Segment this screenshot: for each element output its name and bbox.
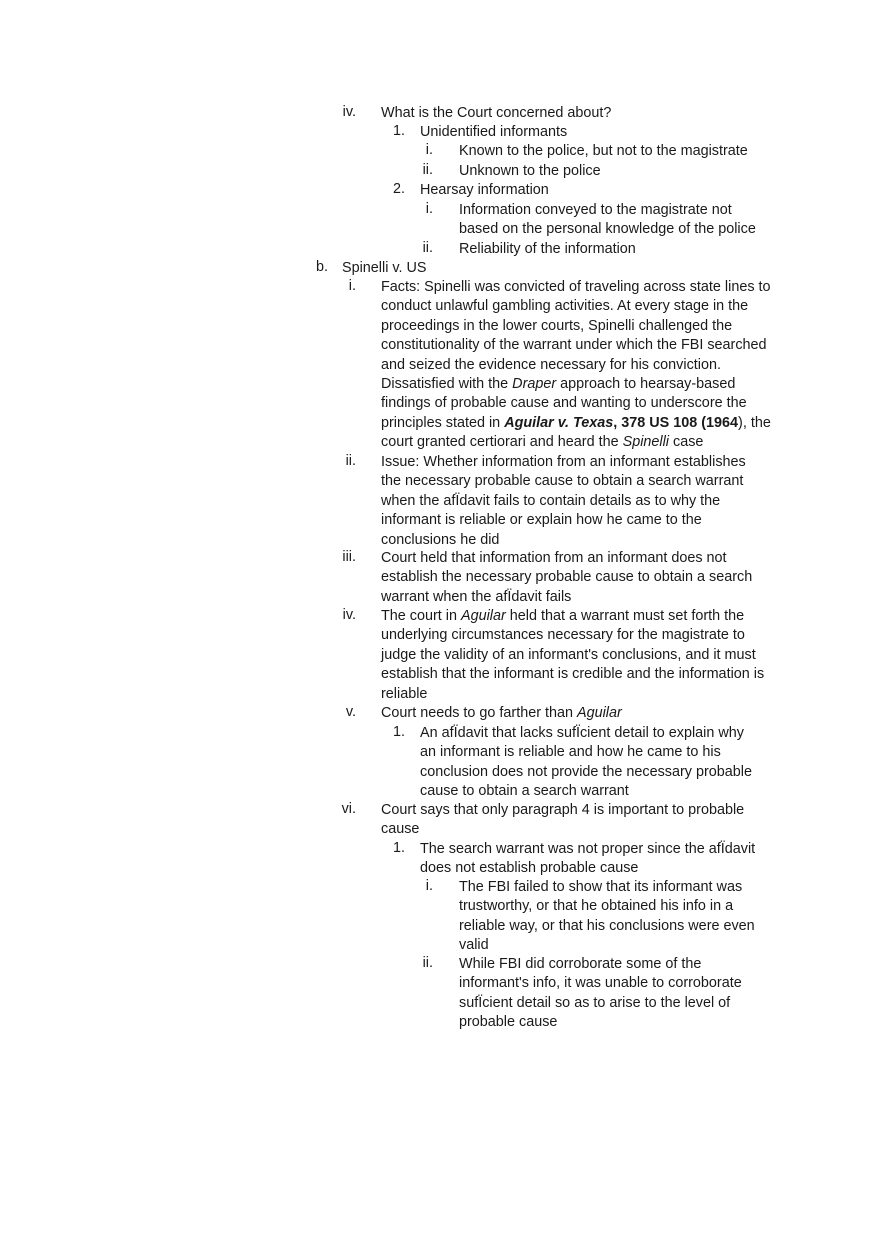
list-item-text: Issue: Whether information from an informant establishes the necessary probable cause to obtain a search warrant when the afÏdavit fails to contain details as to why the informant is reliable or explain how he came to the conclusions he did — [381, 454, 746, 548]
list-marker: b. — [316, 259, 329, 275]
list-item-text: The court in Aguilar held that a warrant must set forth the underlying circumstances necessary for the magistrate to judge the validity of an informant's conclusions, and it must establish that the informant is credible and the information is reliable — [381, 608, 765, 702]
list-item-text: Court held that information from an informant does not establish the necessary probable cause to obtain a search warrant when the afÏdavit fails — [381, 550, 753, 605]
case-name-draper: Draper — [512, 376, 557, 393]
list-marker: v. — [345, 704, 356, 720]
list-marker: iv. — [342, 104, 356, 120]
list-item-text: Court says that only paragraph 4 is important to probable cause — [381, 802, 745, 838]
list-marker: i. — [348, 278, 356, 294]
list-marker: ii. — [422, 955, 433, 971]
case-name-aguilar: Aguilar — [577, 705, 622, 721]
list-item-text: What is the Court concerned about? — [381, 105, 612, 121]
list-marker: i. — [425, 142, 433, 158]
list-item-text: Known to the police, but not to the magistrate — [459, 143, 748, 159]
list-marker: i. — [425, 201, 433, 217]
list-marker: 1. — [392, 123, 405, 139]
list-item-text: While FBI did corroborate some of the informant's info, it was unable to corroborate sufÏcient detail so as to arise to the level of probable cause — [459, 956, 742, 1031]
list-item-text: Information conveyed to the magistrate not based on the personal knowledge of the police — [459, 202, 756, 238]
citation: , 378 US 108 (1964 — [613, 414, 739, 431]
list-item-text: Hearsay information — [420, 182, 549, 198]
list-marker: iii. — [342, 549, 356, 565]
list-item-text: Unknown to the police — [459, 163, 601, 179]
list-marker: ii. — [345, 453, 356, 469]
list-marker: vi. — [341, 801, 356, 817]
list-marker: 1. — [392, 840, 405, 856]
list-marker: ii. — [422, 162, 433, 178]
list-item-text: Spinelli v. US — [342, 260, 427, 276]
list-item-text: The search warrant was not proper since the afÏdavit does not establish probable cause — [420, 841, 756, 877]
list-marker: 1. — [392, 724, 405, 740]
case-name-spinelli: Spinelli — [622, 434, 669, 451]
list-item-text: The FBI failed to show that its informant was trustworthy, or that he obtained his info in a reliable way, or that his conclusions were even valid — [459, 879, 755, 954]
list-item-text: Facts: Spinelli was convicted of traveling across state lines to conduct unlawful gambling activities. At every stage in the proceedings in the lower courts, Spinelli challenged the constitutionality of the warrant under which the FBI searched and seized the evidence necessary for his conviction. Dissatisfied with the Draper approach to hearsay-based findings of probable cause and wanting to underscore the principles stated in Aguilar v. Texas, 378 US 108 (1964), the court granted certiorari and heard the Spinelli case — [381, 279, 771, 451]
list-marker: iv. — [342, 607, 356, 623]
list-item-text: An afÏdavit that lacks sufÏcient detail to explain why an informant is reliable and how he came to his conclusion does not provide the necessary probable cause to obtain a search warrant — [420, 725, 752, 800]
list-item-text: Unidentified informants — [420, 124, 568, 140]
list-item-text: Reliability of the information — [459, 241, 636, 257]
list-marker: 2. — [392, 181, 405, 197]
list-marker: i. — [425, 878, 433, 894]
case-name-aguilar: Aguilar v. Texas — [504, 414, 614, 431]
case-name-aguilar: Aguilar — [461, 608, 506, 624]
list-marker: ii. — [422, 240, 433, 256]
list-item-text: Court needs to go farther than Aguilar — [381, 705, 622, 721]
